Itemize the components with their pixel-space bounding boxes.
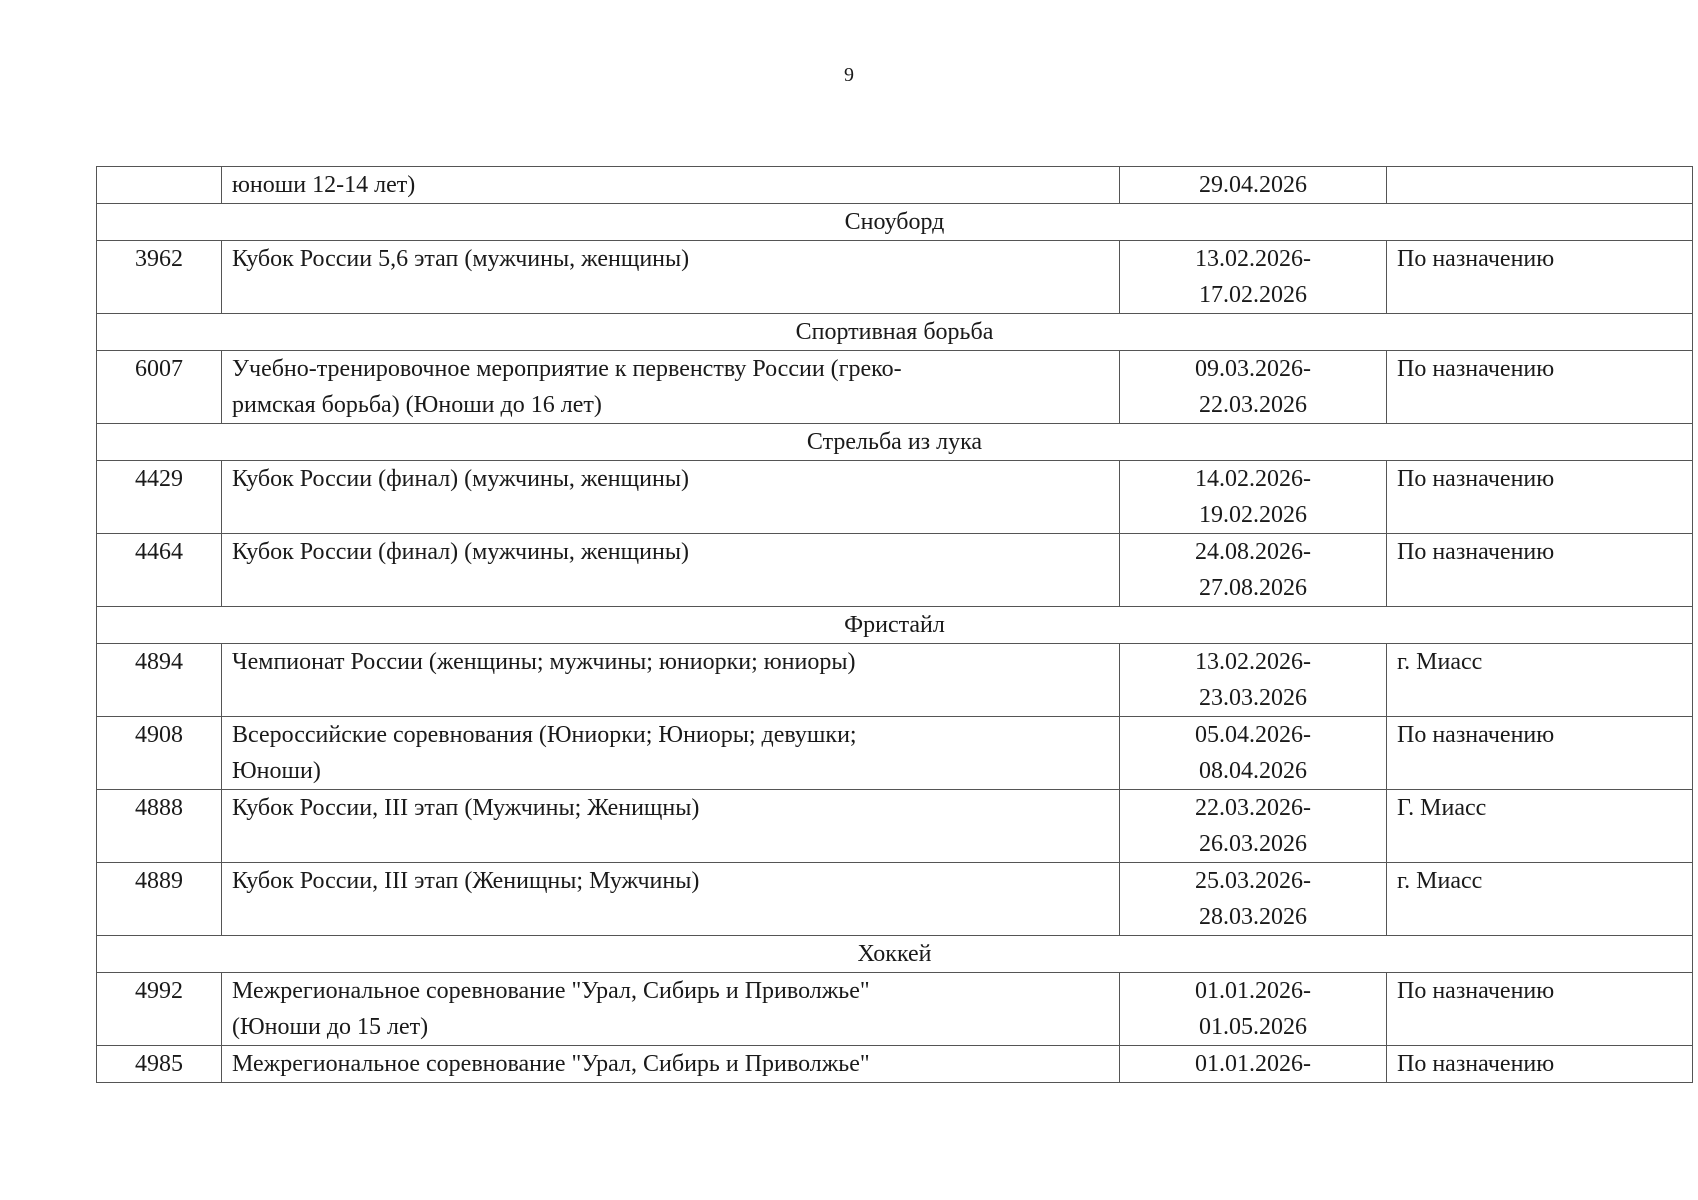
event-place <box>1387 167 1693 204</box>
event-number: 6007 <box>97 351 222 424</box>
event-place: Г. Миасс <box>1387 790 1693 863</box>
event-date-line: 24.08.2026- <box>1195 539 1311 565</box>
event-date-line: 28.03.2026 <box>1199 904 1307 930</box>
section-title: Фристайл <box>97 607 1693 644</box>
event-dates <box>1120 863 1387 936</box>
table-row <box>97 717 1693 790</box>
event-number: 3962 <box>97 241 222 314</box>
event-name <box>222 534 1120 607</box>
event-number: 4889 <box>97 863 222 936</box>
event-name <box>222 351 1120 424</box>
section-header-row <box>97 607 1693 644</box>
table-row <box>97 863 1693 936</box>
event-number: 4992 <box>97 973 222 1046</box>
section-title: Спортивная борьба <box>97 314 1693 351</box>
event-name-line: (Юноши до 15 лет) <box>232 1014 429 1040</box>
events-table <box>96 166 1693 1083</box>
event-name <box>222 717 1120 790</box>
event-place: По назначению <box>1387 1046 1693 1083</box>
event-name <box>222 863 1120 936</box>
event-dates <box>1120 1046 1387 1083</box>
event-dates <box>1120 973 1387 1046</box>
event-date-line: 01.05.2026 <box>1199 1014 1307 1040</box>
event-place: По назначению <box>1387 534 1693 607</box>
event-name-line: юноши 12-14 лет) <box>232 172 416 198</box>
table-row <box>97 790 1693 863</box>
event-place: г. Миасс <box>1387 863 1693 936</box>
event-date-line: 01.01.2026- <box>1195 1051 1311 1077</box>
event-name-line: Учебно-тренировочное мероприятие к первенству России (греко- <box>232 356 902 382</box>
page-number: 9 <box>844 64 854 86</box>
event-date-line: 25.03.2026- <box>1195 868 1311 894</box>
event-date-line: 13.02.2026- <box>1195 246 1311 272</box>
table-row <box>97 1046 1693 1083</box>
event-name <box>222 1046 1120 1083</box>
event-dates <box>1120 644 1387 717</box>
event-number <box>97 167 222 204</box>
event-date-line: 09.03.2026- <box>1195 356 1311 382</box>
event-name-line: Кубок России (финал) (мужчины, женщины) <box>232 539 689 565</box>
event-number: 4908 <box>97 717 222 790</box>
event-dates <box>1120 717 1387 790</box>
event-date-line: 23.03.2026 <box>1199 685 1307 711</box>
section-title: Сноуборд <box>97 204 1693 241</box>
event-place: По назначению <box>1387 351 1693 424</box>
event-name-line: Кубок России, III этап (Женищны; Мужчины) <box>232 868 700 894</box>
event-date-line: 01.01.2026- <box>1195 978 1311 1004</box>
table-row <box>97 534 1693 607</box>
event-number: 4888 <box>97 790 222 863</box>
event-number: 4464 <box>97 534 222 607</box>
event-place: По назначению <box>1387 461 1693 534</box>
event-name <box>222 167 1120 204</box>
event-name <box>222 241 1120 314</box>
table-row <box>97 973 1693 1046</box>
section-header-row <box>97 314 1693 351</box>
event-name <box>222 973 1120 1046</box>
event-date-line: 05.04.2026- <box>1195 722 1311 748</box>
table-row <box>97 241 1693 314</box>
event-name-line: Чемпионат России (женщины; мужчины; юниорки; юниоры) <box>232 649 856 675</box>
events-table-body <box>97 167 1693 1083</box>
table-row <box>97 351 1693 424</box>
event-date-line: 29.04.2026 <box>1199 172 1307 198</box>
event-date-line: 08.04.2026 <box>1199 758 1307 784</box>
event-name <box>222 644 1120 717</box>
event-dates <box>1120 241 1387 314</box>
section-header-row <box>97 204 1693 241</box>
event-date-line: 19.02.2026 <box>1199 502 1307 528</box>
event-name-line: Кубок России, III этап (Мужчины; Женищны) <box>232 795 700 821</box>
event-number: 4985 <box>97 1046 222 1083</box>
event-date-line: 27.08.2026 <box>1199 575 1307 601</box>
event-name-line: Межрегиональное соревнование "Урал, Сибирь и Приволжье" <box>232 978 870 1004</box>
event-name-line: Кубок России (финал) (мужчины, женщины) <box>232 466 689 492</box>
event-dates <box>1120 534 1387 607</box>
event-name <box>222 461 1120 534</box>
event-place: г. Миасс <box>1387 644 1693 717</box>
event-name <box>222 790 1120 863</box>
section-header-row <box>97 936 1693 973</box>
section-title: Стрельба из лука <box>97 424 1693 461</box>
table-row <box>97 461 1693 534</box>
event-place: По назначению <box>1387 973 1693 1046</box>
event-dates <box>1120 167 1387 204</box>
event-number: 4894 <box>97 644 222 717</box>
event-date-line: 17.02.2026 <box>1199 282 1307 308</box>
event-name-line: Межрегиональное соревнование "Урал, Сибирь и Приволжье" <box>232 1051 870 1077</box>
event-date-line: 22.03.2026 <box>1199 392 1307 418</box>
section-header-row <box>97 424 1693 461</box>
section-title: Хоккей <box>97 936 1693 973</box>
event-dates <box>1120 351 1387 424</box>
event-number: 4429 <box>97 461 222 534</box>
event-date-line: 26.03.2026 <box>1199 831 1307 857</box>
event-name-line: римская борьба) (Юноши до 16 лет) <box>232 392 602 418</box>
event-place: По назначению <box>1387 717 1693 790</box>
event-name-line: Кубок России 5,6 этап (мужчины, женщины) <box>232 246 690 272</box>
event-place: По назначению <box>1387 241 1693 314</box>
table-row <box>97 167 1693 204</box>
event-date-line: 14.02.2026- <box>1195 466 1311 492</box>
event-name-line: Юноши) <box>232 758 321 784</box>
event-dates <box>1120 461 1387 534</box>
event-date-line: 22.03.2026- <box>1195 795 1311 821</box>
table-row <box>97 644 1693 717</box>
event-dates <box>1120 790 1387 863</box>
event-date-line: 13.02.2026- <box>1195 649 1311 675</box>
event-name-line: Всероссийские соревнования (Юниорки; Юниоры; девушки; <box>232 722 857 748</box>
